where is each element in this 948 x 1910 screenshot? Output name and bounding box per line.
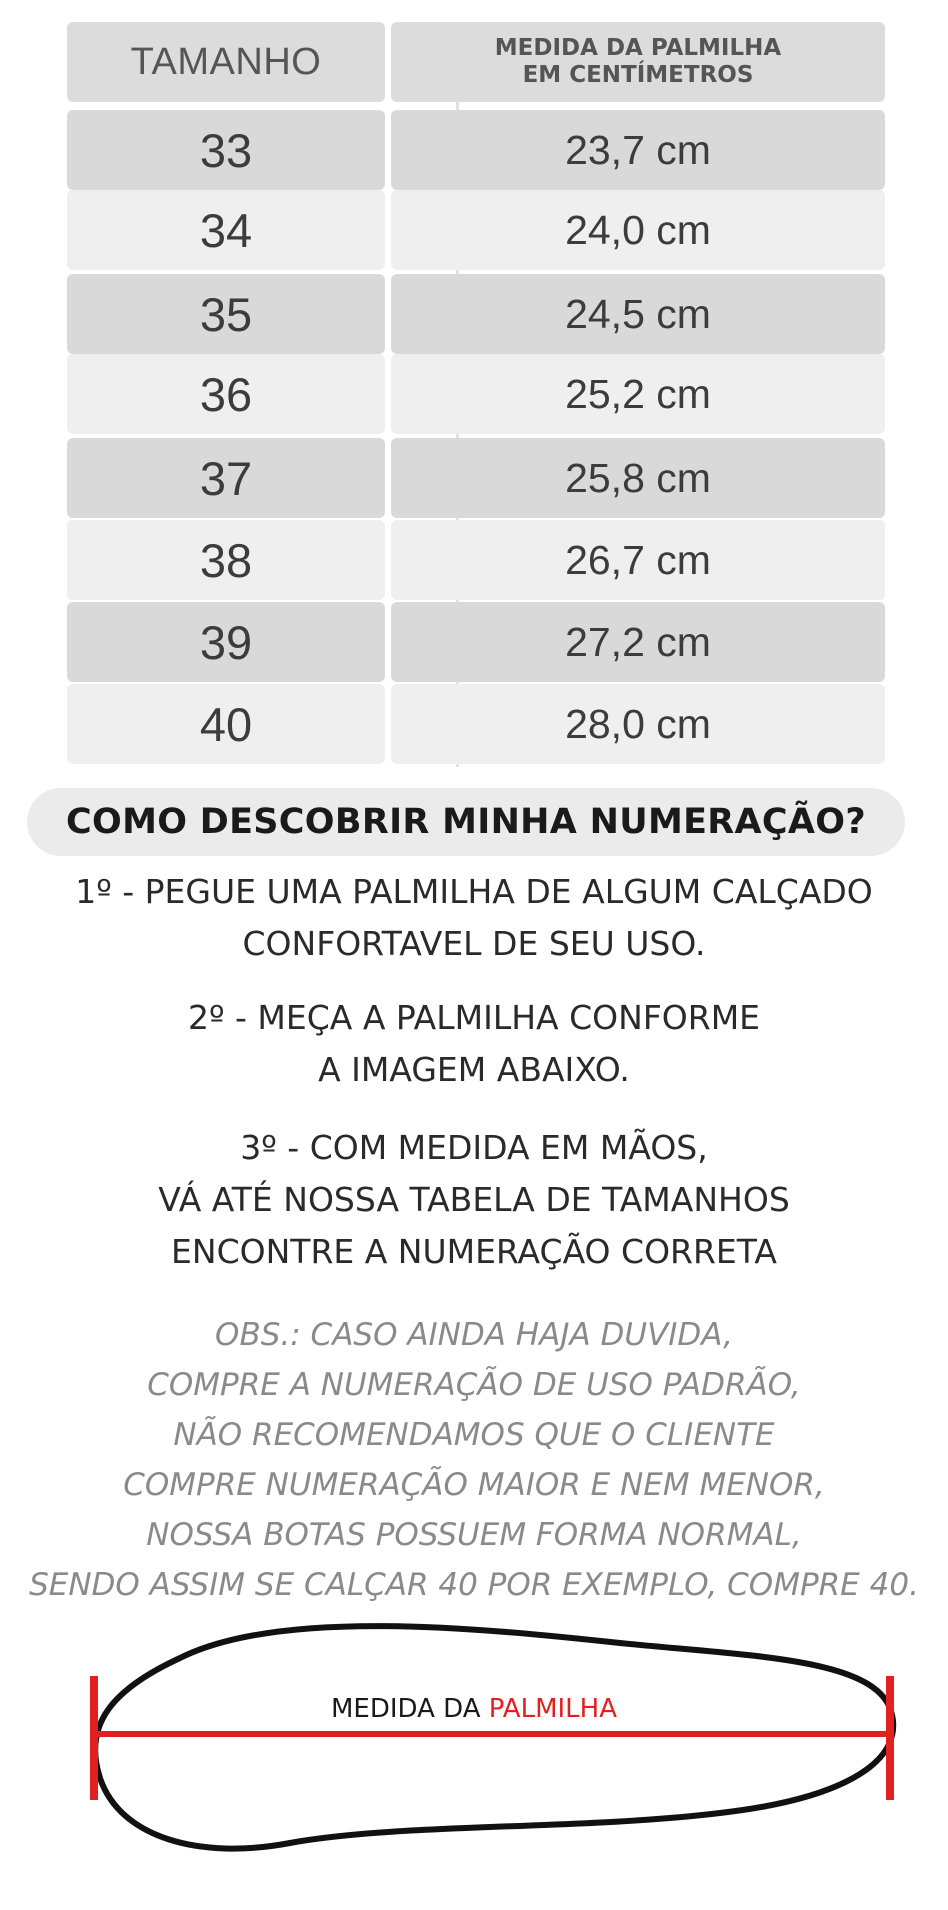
header-measure-cell	[391, 22, 885, 102]
step-2-line-1: 2º - MEÇA A PALMILHA CONFORME	[187, 998, 761, 1037]
insole-illustration	[60, 1598, 910, 1910]
size-value: 34	[199, 203, 253, 257]
question-banner	[27, 788, 905, 856]
step-3	[0, 1122, 948, 1278]
observation-note	[0, 1310, 948, 1610]
insole-label-part1: MEDIDA DA	[331, 1694, 489, 1724]
header-measure-label-line1: MEDIDA DA PALMILHA	[494, 35, 782, 61]
obs-line-3: NÃO RECOMENDAMOS QUE O CLIENTE	[173, 1417, 775, 1453]
step-3-line-1: 3º - COM MEDIDA EM MÃOS,	[240, 1128, 708, 1167]
table-row	[67, 520, 885, 600]
table-row	[67, 274, 885, 354]
insole-measure-label	[0, 1694, 948, 1724]
step-3-line-3: ENCONTRE A NUMERAÇÃO CORRETA	[171, 1232, 777, 1271]
table-row	[67, 438, 885, 518]
measure-value: 27,2 cm	[565, 618, 711, 665]
size-value: 40	[199, 697, 253, 751]
obs-line-2: COMPRE A NUMERAÇÃO DE USO PADRÃO,	[147, 1367, 801, 1403]
step-2-line-2: A IMAGEM ABAIXO.	[318, 1050, 630, 1089]
question-title: COMO DESCOBRIR MINHA NUMERAÇÃO?	[66, 802, 866, 842]
obs-line-4: COMPRE NUMERAÇÃO MAIOR E NEM MENOR,	[123, 1467, 825, 1503]
size-value: 37	[199, 451, 253, 505]
size-value: 39	[199, 615, 253, 669]
measure-value: 24,0 cm	[565, 206, 711, 253]
step-3-line-2: VÁ ATÉ NOSSA TABELA DE TAMANHOS	[158, 1180, 790, 1219]
insole-outline	[95, 1626, 893, 1848]
step-1-line-2: CONFORTAVEL DE SEU USO.	[242, 924, 706, 963]
measure-value: 25,8 cm	[565, 454, 711, 501]
table-row	[67, 602, 885, 682]
obs-line-1: OBS.: CASO AINDA HAJA DUVIDA,	[215, 1317, 733, 1353]
table-row	[67, 190, 885, 270]
obs-line-6: SENDO ASSIM SE CALÇAR 40 POR EXEMPLO, COMPRE 40.	[29, 1567, 919, 1603]
table-row	[67, 354, 885, 434]
measure-value: 28,0 cm	[565, 700, 711, 747]
size-value: 36	[199, 367, 253, 421]
obs-line-5: NOSSA BOTAS POSSUEM FORMA NORMAL,	[146, 1517, 802, 1553]
header-measure-label-line2: EM CENTÍMETROS	[522, 62, 754, 88]
header-size-label: TAMANHO	[130, 40, 322, 83]
step-1-line-1: 1º - PEGUE UMA PALMILHA DE ALGUM CALÇADO	[75, 872, 873, 911]
size-value: 33	[199, 123, 253, 177]
table-row	[67, 684, 885, 764]
step-2	[0, 992, 948, 1096]
size-value: 35	[199, 287, 253, 341]
step-1	[0, 866, 948, 970]
table-row	[67, 110, 885, 190]
header-size-cell	[67, 22, 385, 102]
measure-value: 25,2 cm	[565, 370, 711, 417]
measure-value: 26,7 cm	[565, 536, 711, 583]
insole-label-part2: PALMILHA	[488, 1694, 617, 1724]
measure-value: 24,5 cm	[565, 290, 711, 337]
measure-value: 23,7 cm	[565, 126, 711, 173]
table-header	[67, 22, 885, 102]
size-value: 38	[199, 533, 253, 587]
